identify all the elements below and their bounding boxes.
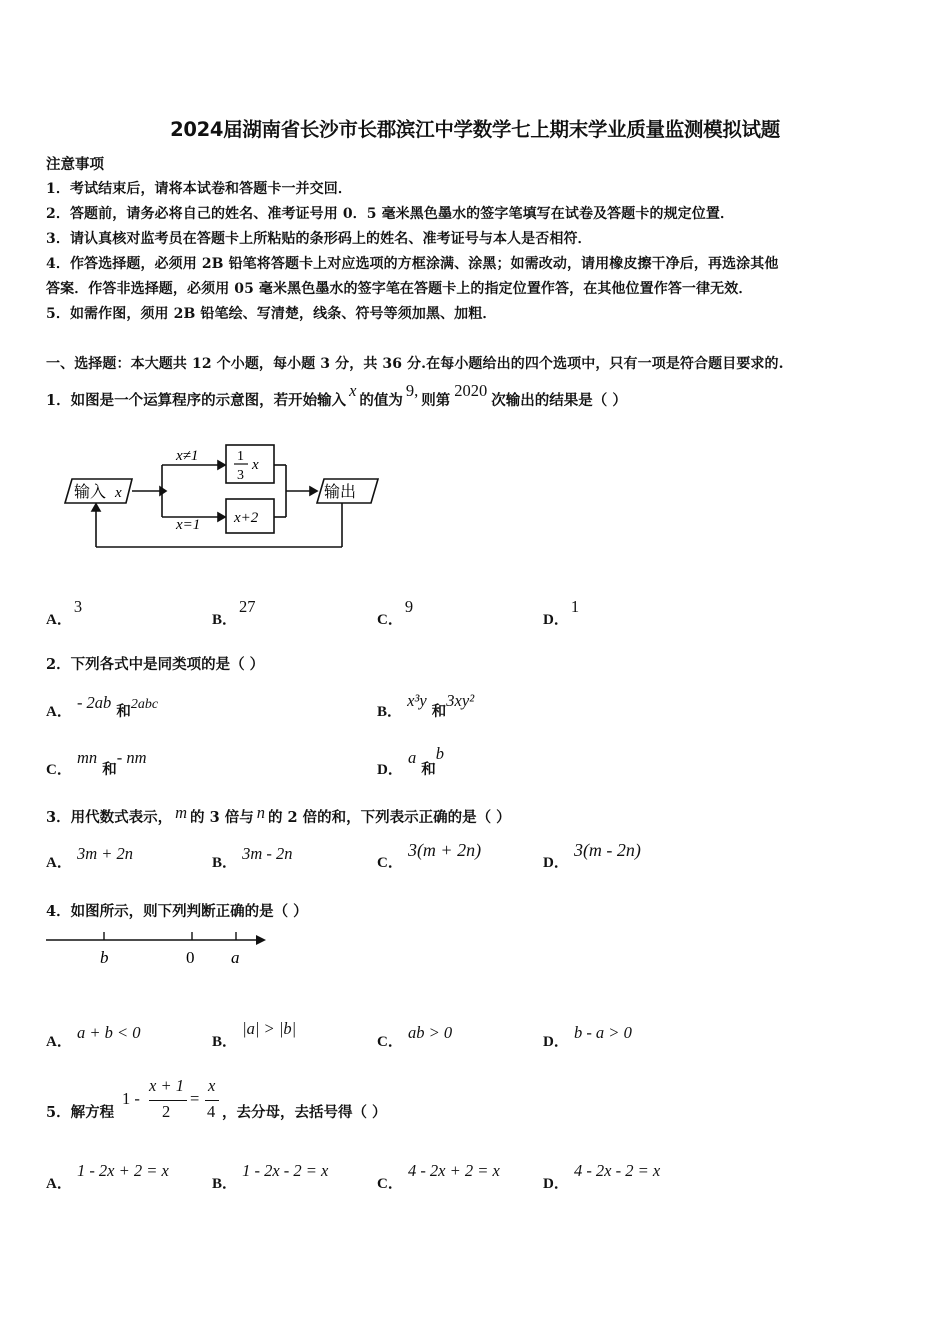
option-label: B． bbox=[377, 704, 403, 720]
cond-bottom: x=1 bbox=[176, 517, 201, 533]
option-value: 4 - 2x + 2 = x bbox=[407, 1161, 500, 1180]
and-word: 和 bbox=[421, 761, 436, 778]
option-value: 1 - 2x - 2 = x bbox=[242, 1161, 329, 1180]
q1-value: 9, bbox=[405, 381, 419, 400]
q3-text: 的 3 倍与 bbox=[190, 809, 254, 826]
input-label: 输入 bbox=[74, 484, 107, 501]
option-term: b bbox=[435, 744, 445, 763]
option-label: A． bbox=[46, 612, 72, 628]
label-zero: 0 bbox=[186, 948, 195, 967]
notice-heading: 注意事项 bbox=[46, 156, 104, 173]
option-label: C． bbox=[377, 1176, 403, 1192]
option-value: ab > 0 bbox=[407, 1023, 453, 1042]
question-2: 2．下列各式中是同类项的是（ ） bbox=[46, 656, 265, 673]
q1-option-b[interactable] bbox=[212, 596, 256, 628]
q3-option-a[interactable] bbox=[46, 843, 133, 871]
q5-option-d[interactable] bbox=[543, 1160, 661, 1192]
option-value: 3m + 2n bbox=[76, 844, 133, 863]
notice-item: 答案．作答非选择题，必须用 05 毫米黑色墨水的签字笔在答题卡上的指定位置作答，在其他位置作答一律无效． bbox=[46, 281, 753, 297]
option-term: - 2ab bbox=[76, 693, 112, 712]
q1-number: 2020 bbox=[454, 381, 488, 400]
eq-denominator-2: 4 bbox=[207, 1102, 216, 1121]
option-value: 1 - 2x + 2 = x bbox=[76, 1161, 169, 1180]
notice-item: 3．请认真核对监考员在答题卡上所粘贴的条形码上的姓名、准考证号与本人是否相符． bbox=[46, 231, 592, 247]
option-label: D． bbox=[543, 855, 569, 871]
option-term: a bbox=[407, 748, 417, 767]
q3-text: 的 2 倍的和，下列表示正确的是（ ） bbox=[267, 809, 511, 826]
q3-text: 3．用代数式表示， bbox=[46, 809, 173, 826]
option-value: 27 bbox=[239, 597, 256, 616]
q3-option-d[interactable] bbox=[543, 840, 641, 871]
option-label: C． bbox=[377, 855, 403, 871]
option-label: D． bbox=[543, 612, 569, 628]
q5-equation bbox=[122, 1076, 222, 1124]
q1-var: x bbox=[349, 381, 357, 400]
q1-text: 则第 bbox=[421, 392, 451, 409]
section-heading: 一、选择题：本大题共 12 个小题，每小题 3 分，共 36 分.在每小题给出的四个选项中，只有一项是符合题目要求的. bbox=[46, 356, 784, 372]
flow-diagram bbox=[60, 437, 390, 555]
fraction-bar bbox=[205, 1100, 219, 1101]
output-label: 输出 bbox=[324, 484, 357, 501]
q3-option-b[interactable] bbox=[212, 843, 293, 871]
notice-item: 1．考试结束后，请将本试卷和答题卡一并交回． bbox=[46, 181, 352, 197]
q1-option-d[interactable] bbox=[543, 596, 580, 628]
option-label: A． bbox=[46, 1034, 72, 1050]
q4-option-b[interactable] bbox=[212, 1018, 297, 1050]
q5-option-b[interactable] bbox=[212, 1160, 329, 1192]
eq-equals: = bbox=[190, 1089, 200, 1108]
q2-option-d[interactable] bbox=[377, 744, 445, 778]
option-value: b - a > 0 bbox=[573, 1023, 632, 1042]
option-value: 4 - 2x - 2 = x bbox=[573, 1161, 661, 1180]
option-value: |a| > |b| bbox=[242, 1019, 297, 1038]
option-label: D． bbox=[543, 1034, 569, 1050]
option-value: 3(m + 2n) bbox=[407, 840, 482, 860]
q1-text: 的值为 bbox=[359, 392, 403, 409]
option-label: C． bbox=[46, 762, 72, 778]
q2-option-c[interactable] bbox=[46, 747, 147, 778]
label-b: b bbox=[100, 948, 109, 967]
number-line bbox=[44, 928, 274, 972]
option-term: - nm bbox=[116, 748, 147, 767]
q3-var-m: m bbox=[175, 803, 188, 822]
option-value: a + b < 0 bbox=[76, 1023, 141, 1042]
add-label: x+2 bbox=[234, 510, 259, 526]
label-a: a bbox=[231, 948, 240, 967]
notice-item: 5．如需作图，须用 2B 铅笔绘、写清楚，线条、符号等须加黑、加粗． bbox=[46, 306, 497, 322]
option-term: x³y bbox=[407, 691, 427, 710]
option-label: B． bbox=[212, 612, 238, 628]
divide-box bbox=[226, 445, 274, 483]
option-term: 3xy² bbox=[446, 691, 475, 710]
q1-option-a[interactable] bbox=[46, 596, 83, 628]
frac-den: 3 bbox=[237, 468, 244, 483]
option-value: 3m - 2n bbox=[242, 844, 293, 863]
q2-option-a[interactable] bbox=[46, 692, 159, 720]
eq-denominator: 2 bbox=[162, 1102, 171, 1121]
option-term: mn bbox=[76, 748, 98, 767]
option-label: D． bbox=[543, 1176, 569, 1192]
option-label: B． bbox=[212, 855, 238, 871]
q4-option-d[interactable] bbox=[543, 1022, 632, 1050]
eq-prefix: 1 - bbox=[122, 1089, 140, 1108]
q5-option-a[interactable] bbox=[46, 1160, 169, 1192]
eq-numerator-2: x bbox=[208, 1076, 216, 1095]
fraction-bar bbox=[149, 1100, 187, 1101]
notice-item: 2．答题前，请务必将自己的姓名、准考证号用 0．5 毫米黑色墨水的签字笔填写在试卷及答题卡的规定位置． bbox=[46, 206, 735, 222]
eq-numerator: x + 1 bbox=[149, 1076, 184, 1095]
q3-var-n: n bbox=[256, 803, 265, 822]
q2-option-b[interactable] bbox=[377, 690, 475, 720]
option-label: C． bbox=[377, 612, 403, 628]
option-label: A． bbox=[46, 1176, 72, 1192]
cond-top: x≠1 bbox=[176, 448, 199, 464]
option-label: D． bbox=[377, 762, 403, 778]
option-label: A． bbox=[46, 704, 72, 720]
frac-num: 1 bbox=[237, 449, 244, 464]
and-word: 和 bbox=[102, 761, 117, 778]
question-5-tail: ，去分母，去括号得（ ） bbox=[222, 1104, 387, 1121]
notice-item: 4．作答选择题，必须用 2B 铅笔将答题卡上对应选项的方框涂满、涂黑；如需改动，请用橡皮擦干净后，再选涂其他 bbox=[46, 256, 779, 272]
q3-option-c[interactable] bbox=[377, 840, 482, 871]
question-3 bbox=[46, 803, 511, 827]
and-word: 和 bbox=[116, 703, 131, 720]
page-title: 2024届湖南省长沙市长郡滨江中学数学七上期末学业质量监测模拟试题 bbox=[170, 118, 780, 141]
option-value: 9 bbox=[404, 597, 414, 616]
input-var: x bbox=[115, 485, 122, 501]
question-1 bbox=[46, 381, 627, 410]
option-label: A． bbox=[46, 855, 72, 871]
option-term: 2abc bbox=[130, 697, 159, 712]
option-label: B． bbox=[212, 1176, 238, 1192]
q1-option-c[interactable] bbox=[377, 596, 414, 628]
option-label: B． bbox=[212, 1034, 238, 1050]
frac-var: x bbox=[252, 457, 259, 473]
q4-option-a[interactable] bbox=[46, 1022, 141, 1050]
q1-text: 1．如图是一个运算程序的示意图，若开始输入 bbox=[46, 392, 347, 409]
option-value: 1 bbox=[570, 597, 580, 616]
question-4: 4．如图所示，则下列判断正确的是（ ） bbox=[46, 903, 308, 920]
option-label: C． bbox=[377, 1034, 403, 1050]
and-word: 和 bbox=[431, 703, 447, 720]
q5-option-c[interactable] bbox=[377, 1160, 500, 1192]
q4-option-c[interactable] bbox=[377, 1022, 453, 1050]
q1-text: 次输出的结果是（ ） bbox=[491, 392, 627, 409]
option-value: 3(m - 2n) bbox=[573, 840, 641, 860]
option-value: 3 bbox=[73, 597, 83, 616]
question-5-text: 5．解方程 bbox=[46, 1104, 115, 1121]
